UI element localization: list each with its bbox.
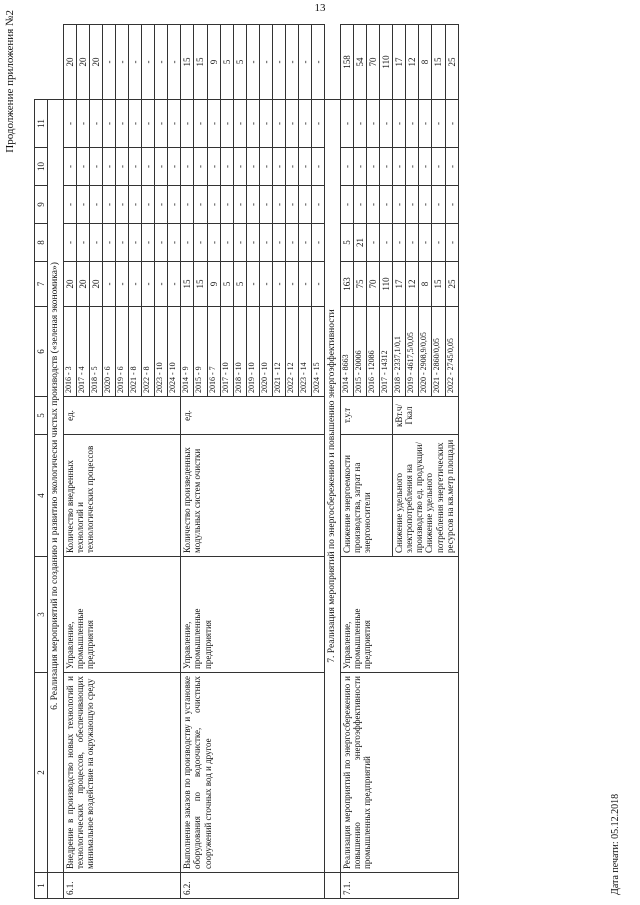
value-cell: - xyxy=(299,186,312,224)
value-cell: - xyxy=(76,186,89,224)
value-cell: - xyxy=(194,186,207,224)
value-cell: - xyxy=(380,100,393,148)
value-cell: - xyxy=(181,224,194,262)
value-cell: 17 xyxy=(393,25,406,100)
row-number: 6.2. xyxy=(181,873,325,899)
responsible: Управление, промышленные предприятия xyxy=(340,557,458,673)
value-cell: - xyxy=(168,224,181,262)
value-cell: - xyxy=(129,186,142,224)
year-target-cell: 2018 - 10 xyxy=(233,307,246,397)
value-cell: 8 xyxy=(419,262,432,307)
value-cell: - xyxy=(168,148,181,186)
value-cell: 5 xyxy=(233,25,246,100)
column-number-3: 3 xyxy=(35,557,48,673)
page-number: 13 xyxy=(314,2,326,14)
value-cell: - xyxy=(129,262,142,307)
row-number: 6.1. xyxy=(63,873,181,899)
value-cell: - xyxy=(299,100,312,148)
value-cell: - xyxy=(155,186,168,224)
value-cell: 158 xyxy=(340,25,353,100)
value-cell: - xyxy=(445,100,458,148)
value-cell: - xyxy=(102,224,115,262)
value-cell: 5 xyxy=(340,224,353,262)
measure-name: Внедрение в производство новых технологий и технологических процессов, обеспечивающих минимальное воздействие на окружающую среду xyxy=(63,673,181,873)
value-cell: - xyxy=(89,100,102,148)
value-cell: 163 xyxy=(340,262,353,307)
value-cell: - xyxy=(312,224,325,262)
value-cell: - xyxy=(312,186,325,224)
value-cell: - xyxy=(340,186,353,224)
value-cell: - xyxy=(272,25,285,100)
value-cell: - xyxy=(168,25,181,100)
value-cell: - xyxy=(419,224,432,262)
value-cell: - xyxy=(286,148,299,186)
section-6-title-row xyxy=(48,25,64,899)
value-cell: - xyxy=(367,224,380,262)
value-cell: - xyxy=(181,186,194,224)
value-cell: - xyxy=(340,148,353,186)
value-cell: - xyxy=(432,100,445,148)
year-target-cell: 2015 - 20006 xyxy=(353,307,366,397)
value-cell: - xyxy=(102,186,115,224)
value-cell: - xyxy=(299,224,312,262)
value-cell: 20 xyxy=(89,262,102,307)
value-cell: - xyxy=(63,100,76,148)
value-cell: - xyxy=(406,224,419,262)
value-cell: - xyxy=(380,186,393,224)
year-target-cell: 2016 - 3 xyxy=(63,307,76,397)
value-cell: 20 xyxy=(76,262,89,307)
value-cell: - xyxy=(168,186,181,224)
value-cell: 15 xyxy=(194,262,207,307)
value-cell: - xyxy=(353,148,366,186)
value-cell: - xyxy=(367,148,380,186)
value-cell: - xyxy=(299,262,312,307)
value-cell: - xyxy=(286,224,299,262)
year-target-cell: 2015 - 9 xyxy=(194,307,207,397)
value-cell: - xyxy=(129,148,142,186)
value-cell: 70 xyxy=(367,25,380,100)
value-cell: 8 xyxy=(419,25,432,100)
value-cell: - xyxy=(129,100,142,148)
indicator: Количество внедренных технологий и технологических процессов xyxy=(63,435,181,557)
value-cell: - xyxy=(220,224,233,262)
value-cell: - xyxy=(340,100,353,148)
value-cell: 12 xyxy=(406,25,419,100)
program-table xyxy=(34,24,459,899)
value-cell: - xyxy=(246,262,259,307)
value-cell: 110 xyxy=(380,262,393,307)
column-number-2: 2 xyxy=(35,673,48,873)
year-target-cell: 2021 - 2860/0,05 xyxy=(432,307,445,397)
table-row xyxy=(63,25,76,899)
year-target-cell: 2020 - 6 xyxy=(102,307,115,397)
year-target-cell: 2020 - 10 xyxy=(259,307,272,397)
value-cell: - xyxy=(76,224,89,262)
value-cell: - xyxy=(207,186,220,224)
value-cell: - xyxy=(168,262,181,307)
column-number-7: 7 xyxy=(35,262,48,307)
value-cell: - xyxy=(393,100,406,148)
value-cell: - xyxy=(207,100,220,148)
value-cell: - xyxy=(89,186,102,224)
value-cell: - xyxy=(272,148,285,186)
unit: ед. xyxy=(181,397,325,435)
section-empty-cell xyxy=(48,873,64,899)
value-cell: - xyxy=(89,148,102,186)
value-cell: - xyxy=(194,224,207,262)
column-number-row xyxy=(35,25,48,899)
year-target-cell: 2023 - 14 xyxy=(299,307,312,397)
value-cell: - xyxy=(367,100,380,148)
column-number-1: 1 xyxy=(35,873,48,899)
year-target-cell: 2014 - 9 xyxy=(181,307,194,397)
value-cell: 15 xyxy=(432,25,445,100)
value-cell: - xyxy=(129,25,142,100)
year-target-cell: 2014 - 8663 xyxy=(340,307,353,397)
year-target-cell: 2016 - 7 xyxy=(207,307,220,397)
indicator: Снижение энергоемкости производства, затрат на энергоносители xyxy=(340,435,392,557)
value-cell: 20 xyxy=(63,25,76,100)
year-target-cell: 2022 - 12 xyxy=(286,307,299,397)
value-cell: - xyxy=(406,186,419,224)
value-cell: - xyxy=(102,100,115,148)
value-cell: - xyxy=(419,148,432,186)
indicator: Снижение удельного электропотребления на производство ед. продукции/ Снижение удельного потребления энергетических ресурсов на кв.метр площади xyxy=(393,435,458,557)
value-cell: - xyxy=(419,186,432,224)
value-cell: - xyxy=(272,224,285,262)
value-cell: - xyxy=(76,148,89,186)
value-cell: 20 xyxy=(63,262,76,307)
value-cell: - xyxy=(155,100,168,148)
value-cell: - xyxy=(312,25,325,100)
value-cell: - xyxy=(259,25,272,100)
value-cell: - xyxy=(353,100,366,148)
value-cell: - xyxy=(233,100,246,148)
value-cell: - xyxy=(246,100,259,148)
value-cell: - xyxy=(102,148,115,186)
value-cell: - xyxy=(246,25,259,100)
unit: кВт.ч/ Гкал xyxy=(393,397,458,435)
year-target-cell: 2024 - 10 xyxy=(168,307,181,397)
value-cell: - xyxy=(194,148,207,186)
value-cell: 15 xyxy=(432,262,445,307)
value-cell: - xyxy=(220,186,233,224)
value-cell: - xyxy=(63,186,76,224)
print-date: Дата печати: 05.12.2018 xyxy=(610,793,621,895)
value-cell: - xyxy=(406,148,419,186)
value-cell: - xyxy=(445,148,458,186)
value-cell: - xyxy=(116,25,129,100)
value-cell: - xyxy=(142,262,155,307)
value-cell: - xyxy=(259,224,272,262)
value-cell: 5 xyxy=(220,262,233,307)
measure-name: Выполнение заказов по производству и установке оборудования по водоочистке, очистных сооружений сточных вод и другое xyxy=(181,673,325,873)
value-cell: - xyxy=(380,148,393,186)
year-target-cell: 2020 - 2908,9/0,05 xyxy=(419,307,432,397)
responsible: Управление, промышленные предприятия xyxy=(63,557,181,673)
measure-name: Реализация мероприятий по энергосбережению и повышению энергоэффективности промышленных предприятий xyxy=(340,673,458,873)
table-row xyxy=(181,25,194,899)
value-cell: 25 xyxy=(445,25,458,100)
value-cell: 75 xyxy=(353,262,366,307)
value-cell: - xyxy=(286,186,299,224)
value-cell: 5 xyxy=(220,25,233,100)
column-number-11: 11 xyxy=(35,100,48,148)
value-cell: - xyxy=(181,148,194,186)
value-cell: - xyxy=(299,148,312,186)
value-cell: 17 xyxy=(393,262,406,307)
value-cell: - xyxy=(116,186,129,224)
value-cell: - xyxy=(155,148,168,186)
value-cell: - xyxy=(286,262,299,307)
value-cell: - xyxy=(116,224,129,262)
value-cell: - xyxy=(142,100,155,148)
value-cell: - xyxy=(406,100,419,148)
value-cell: - xyxy=(155,224,168,262)
value-cell: - xyxy=(246,224,259,262)
value-cell: - xyxy=(233,224,246,262)
value-cell: - xyxy=(63,224,76,262)
indicator: Количество произведенных модульных систем очистки xyxy=(181,435,325,557)
value-cell: - xyxy=(246,148,259,186)
value-cell: - xyxy=(142,186,155,224)
value-cell: - xyxy=(432,224,445,262)
value-cell: - xyxy=(89,224,102,262)
value-cell: - xyxy=(207,224,220,262)
responsible: Управление, промышленные предприятия xyxy=(181,557,325,673)
value-cell: - xyxy=(207,148,220,186)
value-cell: - xyxy=(353,186,366,224)
value-cell: - xyxy=(286,25,299,100)
year-target-cell: 2017 - 14312 xyxy=(380,307,393,397)
row-number: 7.1. xyxy=(340,873,458,899)
value-cell: 110 xyxy=(380,25,393,100)
value-cell: - xyxy=(116,262,129,307)
value-cell: - xyxy=(220,100,233,148)
year-target-cell: 2017 - 4 xyxy=(76,307,89,397)
year-target-cell: 2019 - 10 xyxy=(246,307,259,397)
value-cell: 9 xyxy=(207,262,220,307)
year-target-cell: 2024 - 15 xyxy=(312,307,325,397)
section-title: 6. Реализация мероприятий по созданию и развитию экологически чистых производств («зеленая экономика») xyxy=(48,100,64,873)
value-cell: 20 xyxy=(76,25,89,100)
column-number-4: 4 xyxy=(35,435,48,557)
value-cell: - xyxy=(380,224,393,262)
value-cell: - xyxy=(259,262,272,307)
value-cell: 12 xyxy=(406,262,419,307)
year-target-cell: 2018 - 2337,1/0,1 xyxy=(393,307,406,397)
value-cell: - xyxy=(272,262,285,307)
value-cell: 15 xyxy=(181,25,194,100)
year-target-cell: 2019 - 4617,5/0,05 xyxy=(406,307,419,397)
year-target-cell: 2022 - 8 xyxy=(142,307,155,397)
value-cell: - xyxy=(312,148,325,186)
value-cell: - xyxy=(393,148,406,186)
value-cell: - xyxy=(259,186,272,224)
value-cell: 20 xyxy=(89,25,102,100)
value-cell: - xyxy=(259,100,272,148)
continuation-heading: Продолжение приложения №2 xyxy=(4,10,16,153)
value-cell: 25 xyxy=(445,262,458,307)
year-target-cell: 2021 - 12 xyxy=(272,307,285,397)
value-cell: - xyxy=(220,148,233,186)
section-7-title-row xyxy=(325,25,341,899)
value-cell: - xyxy=(233,186,246,224)
value-cell: 70 xyxy=(367,262,380,307)
value-cell: 15 xyxy=(181,262,194,307)
value-cell: - xyxy=(155,25,168,100)
value-cell: - xyxy=(272,186,285,224)
value-cell: - xyxy=(393,186,406,224)
value-cell: - xyxy=(367,186,380,224)
year-target-cell: 2021 - 8 xyxy=(129,307,142,397)
column-number-6: 6 xyxy=(35,307,48,397)
unit: ед. xyxy=(63,397,181,435)
value-cell: - xyxy=(286,100,299,148)
value-cell: - xyxy=(445,224,458,262)
value-cell: 15 xyxy=(194,25,207,100)
value-cell: - xyxy=(102,25,115,100)
value-cell: - xyxy=(299,25,312,100)
year-target-cell: 2022 - 2745/0,05 xyxy=(445,307,458,397)
year-target-cell: 2023 - 10 xyxy=(155,307,168,397)
value-cell: - xyxy=(194,100,207,148)
value-cell: - xyxy=(142,224,155,262)
value-cell: 9 xyxy=(207,25,220,100)
column-number-8: 8 xyxy=(35,224,48,262)
value-cell: - xyxy=(419,100,432,148)
value-cell: - xyxy=(116,148,129,186)
value-cell: 5 xyxy=(233,262,246,307)
value-cell: - xyxy=(168,100,181,148)
year-target-cell: 2017 - 10 xyxy=(220,307,233,397)
year-target-cell: 2018 - 5 xyxy=(89,307,102,397)
value-cell: 54 xyxy=(353,25,366,100)
value-cell: - xyxy=(142,148,155,186)
column-number-10: 10 xyxy=(35,148,48,186)
section-title: 7. Реализация мероприятий по энергосбережению и повышению энергоэффективности xyxy=(325,100,341,873)
value-cell: 21 xyxy=(353,224,366,262)
value-cell: - xyxy=(102,262,115,307)
value-cell: - xyxy=(155,262,168,307)
value-cell: - xyxy=(432,186,445,224)
year-target-cell: 2016 - 12086 xyxy=(367,307,380,397)
value-cell: - xyxy=(142,25,155,100)
value-cell: - xyxy=(233,148,246,186)
column-number-9: 9 xyxy=(35,186,48,224)
value-cell: - xyxy=(129,224,142,262)
table-row xyxy=(340,25,353,899)
value-cell: - xyxy=(76,100,89,148)
value-cell: - xyxy=(312,100,325,148)
value-cell: - xyxy=(393,224,406,262)
value-cell: - xyxy=(272,100,285,148)
value-cell: - xyxy=(445,186,458,224)
value-cell: - xyxy=(246,186,259,224)
value-cell: - xyxy=(181,100,194,148)
value-cell: - xyxy=(312,262,325,307)
value-cell: - xyxy=(116,100,129,148)
column-number-5: 5 xyxy=(35,397,48,435)
year-target-cell: 2019 - 6 xyxy=(116,307,129,397)
value-cell: - xyxy=(259,148,272,186)
unit: т.у.т xyxy=(340,397,392,435)
value-cell: - xyxy=(432,148,445,186)
value-cell: - xyxy=(63,148,76,186)
section-empty-cell xyxy=(325,873,341,899)
